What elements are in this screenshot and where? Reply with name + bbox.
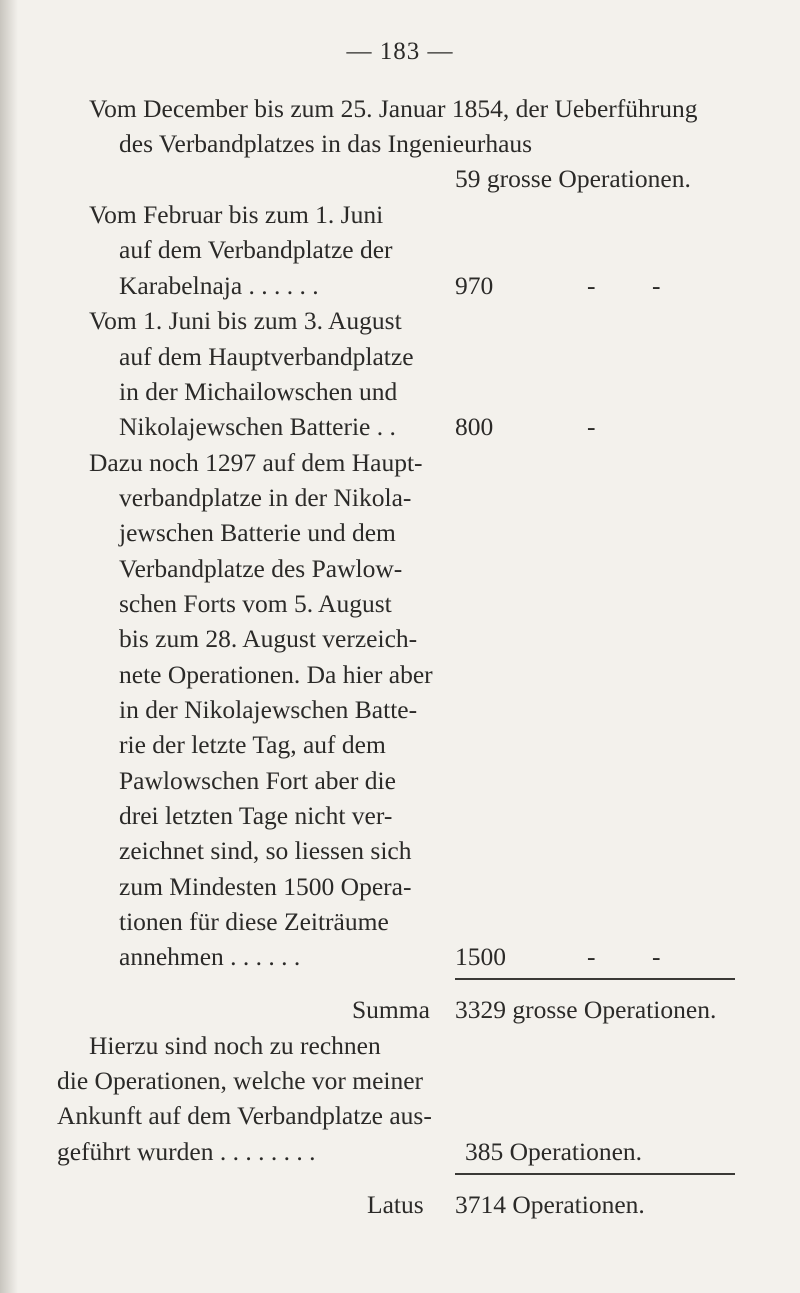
- intro-line-2: des Verbandplatzes in das Ingenieurhaus: [119, 129, 533, 158]
- entry4-line-4: geführt wurden . . . . . . . .: [57, 1137, 316, 1166]
- entry4-line-2: die Operationen, welche vor meiner: [57, 1066, 424, 1095]
- entry1-line-3: Karabelnaja . . . . . .: [119, 271, 319, 300]
- page-number: — 183 —: [346, 38, 454, 65]
- entry3-line-4: Verbandplatze des Pawlow-: [119, 554, 403, 583]
- latus-label: Latus: [367, 1190, 424, 1219]
- intro-value: 59 grosse Operationen.: [455, 164, 691, 193]
- page-edge-shadow: [0, 0, 18, 1293]
- entry1-value: 970: [455, 271, 494, 300]
- sum-rule: [455, 978, 735, 980]
- entry3-line-11: drei letzten Tage nicht ver-: [119, 801, 393, 830]
- entry2-line-3: in der Michailowschen und: [119, 377, 398, 406]
- entry3-line-14: tionen für diese Zeiträume: [119, 907, 389, 936]
- entry1-ditto-1: -: [587, 271, 596, 300]
- intro-line-1: Vom December bis zum 25. Januar 1854, der Ueberführung: [89, 94, 698, 123]
- entry3-line-15: annehmen . . . . . .: [119, 942, 301, 971]
- entry4-line-3: Ankunft auf dem Verbandplatze aus-: [57, 1101, 432, 1130]
- entry3-line-8: in der Nikolajewschen Batte-: [119, 695, 418, 724]
- entry2-line-1: Vom 1. Juni bis zum 3. August: [89, 306, 402, 335]
- latus-value: 3714 Operationen.: [455, 1190, 645, 1219]
- entry3-line-2: verbandplatze in der Nikola-: [119, 483, 412, 512]
- entry3-ditto-2: -: [652, 942, 661, 971]
- entry3-line-1: Dazu noch 1297 auf dem Haupt-: [89, 448, 423, 477]
- entry1-ditto-2: -: [652, 271, 661, 300]
- entry3-line-3: jewschen Batterie und dem: [119, 518, 396, 547]
- entry3-line-7: nete Operationen. Da hier aber: [119, 660, 433, 689]
- entry3-value: 1500: [455, 942, 506, 971]
- entry3-line-5: schen Forts vom 5. August: [119, 589, 392, 618]
- entry2-value: 800: [455, 412, 494, 441]
- entry2-line-2: auf dem Hauptverbandplatze: [119, 342, 414, 371]
- entry3-ditto-1: -: [587, 942, 596, 971]
- entry3-line-6: bis zum 28. August verzeich-: [119, 624, 418, 653]
- entry3-line-10: Pawlowschen Fort aber die: [119, 766, 396, 795]
- entry3-line-9: rie der letzte Tag, auf dem: [119, 730, 386, 759]
- summa-label: Summa: [352, 995, 430, 1024]
- entry2-ditto-1: -: [587, 412, 596, 441]
- entry4-line-1: Hierzu sind noch zu rechnen: [89, 1031, 381, 1060]
- entry3-line-12: zeichnet sind, so liessen sich: [119, 836, 412, 865]
- entry3-line-13: zum Mindesten 1500 Opera-: [119, 872, 412, 901]
- entry1-line-1: Vom Februar bis zum 1. Juni: [89, 200, 384, 229]
- latus-rule: [455, 1173, 735, 1175]
- entry2-line-4: Nikolajewschen Batterie . .: [119, 412, 396, 441]
- entry4-value: 385 Operationen.: [465, 1137, 643, 1166]
- entry1-line-2: auf dem Verbandplatze der: [119, 235, 393, 264]
- summa-value: 3329 grosse Operationen.: [455, 995, 717, 1024]
